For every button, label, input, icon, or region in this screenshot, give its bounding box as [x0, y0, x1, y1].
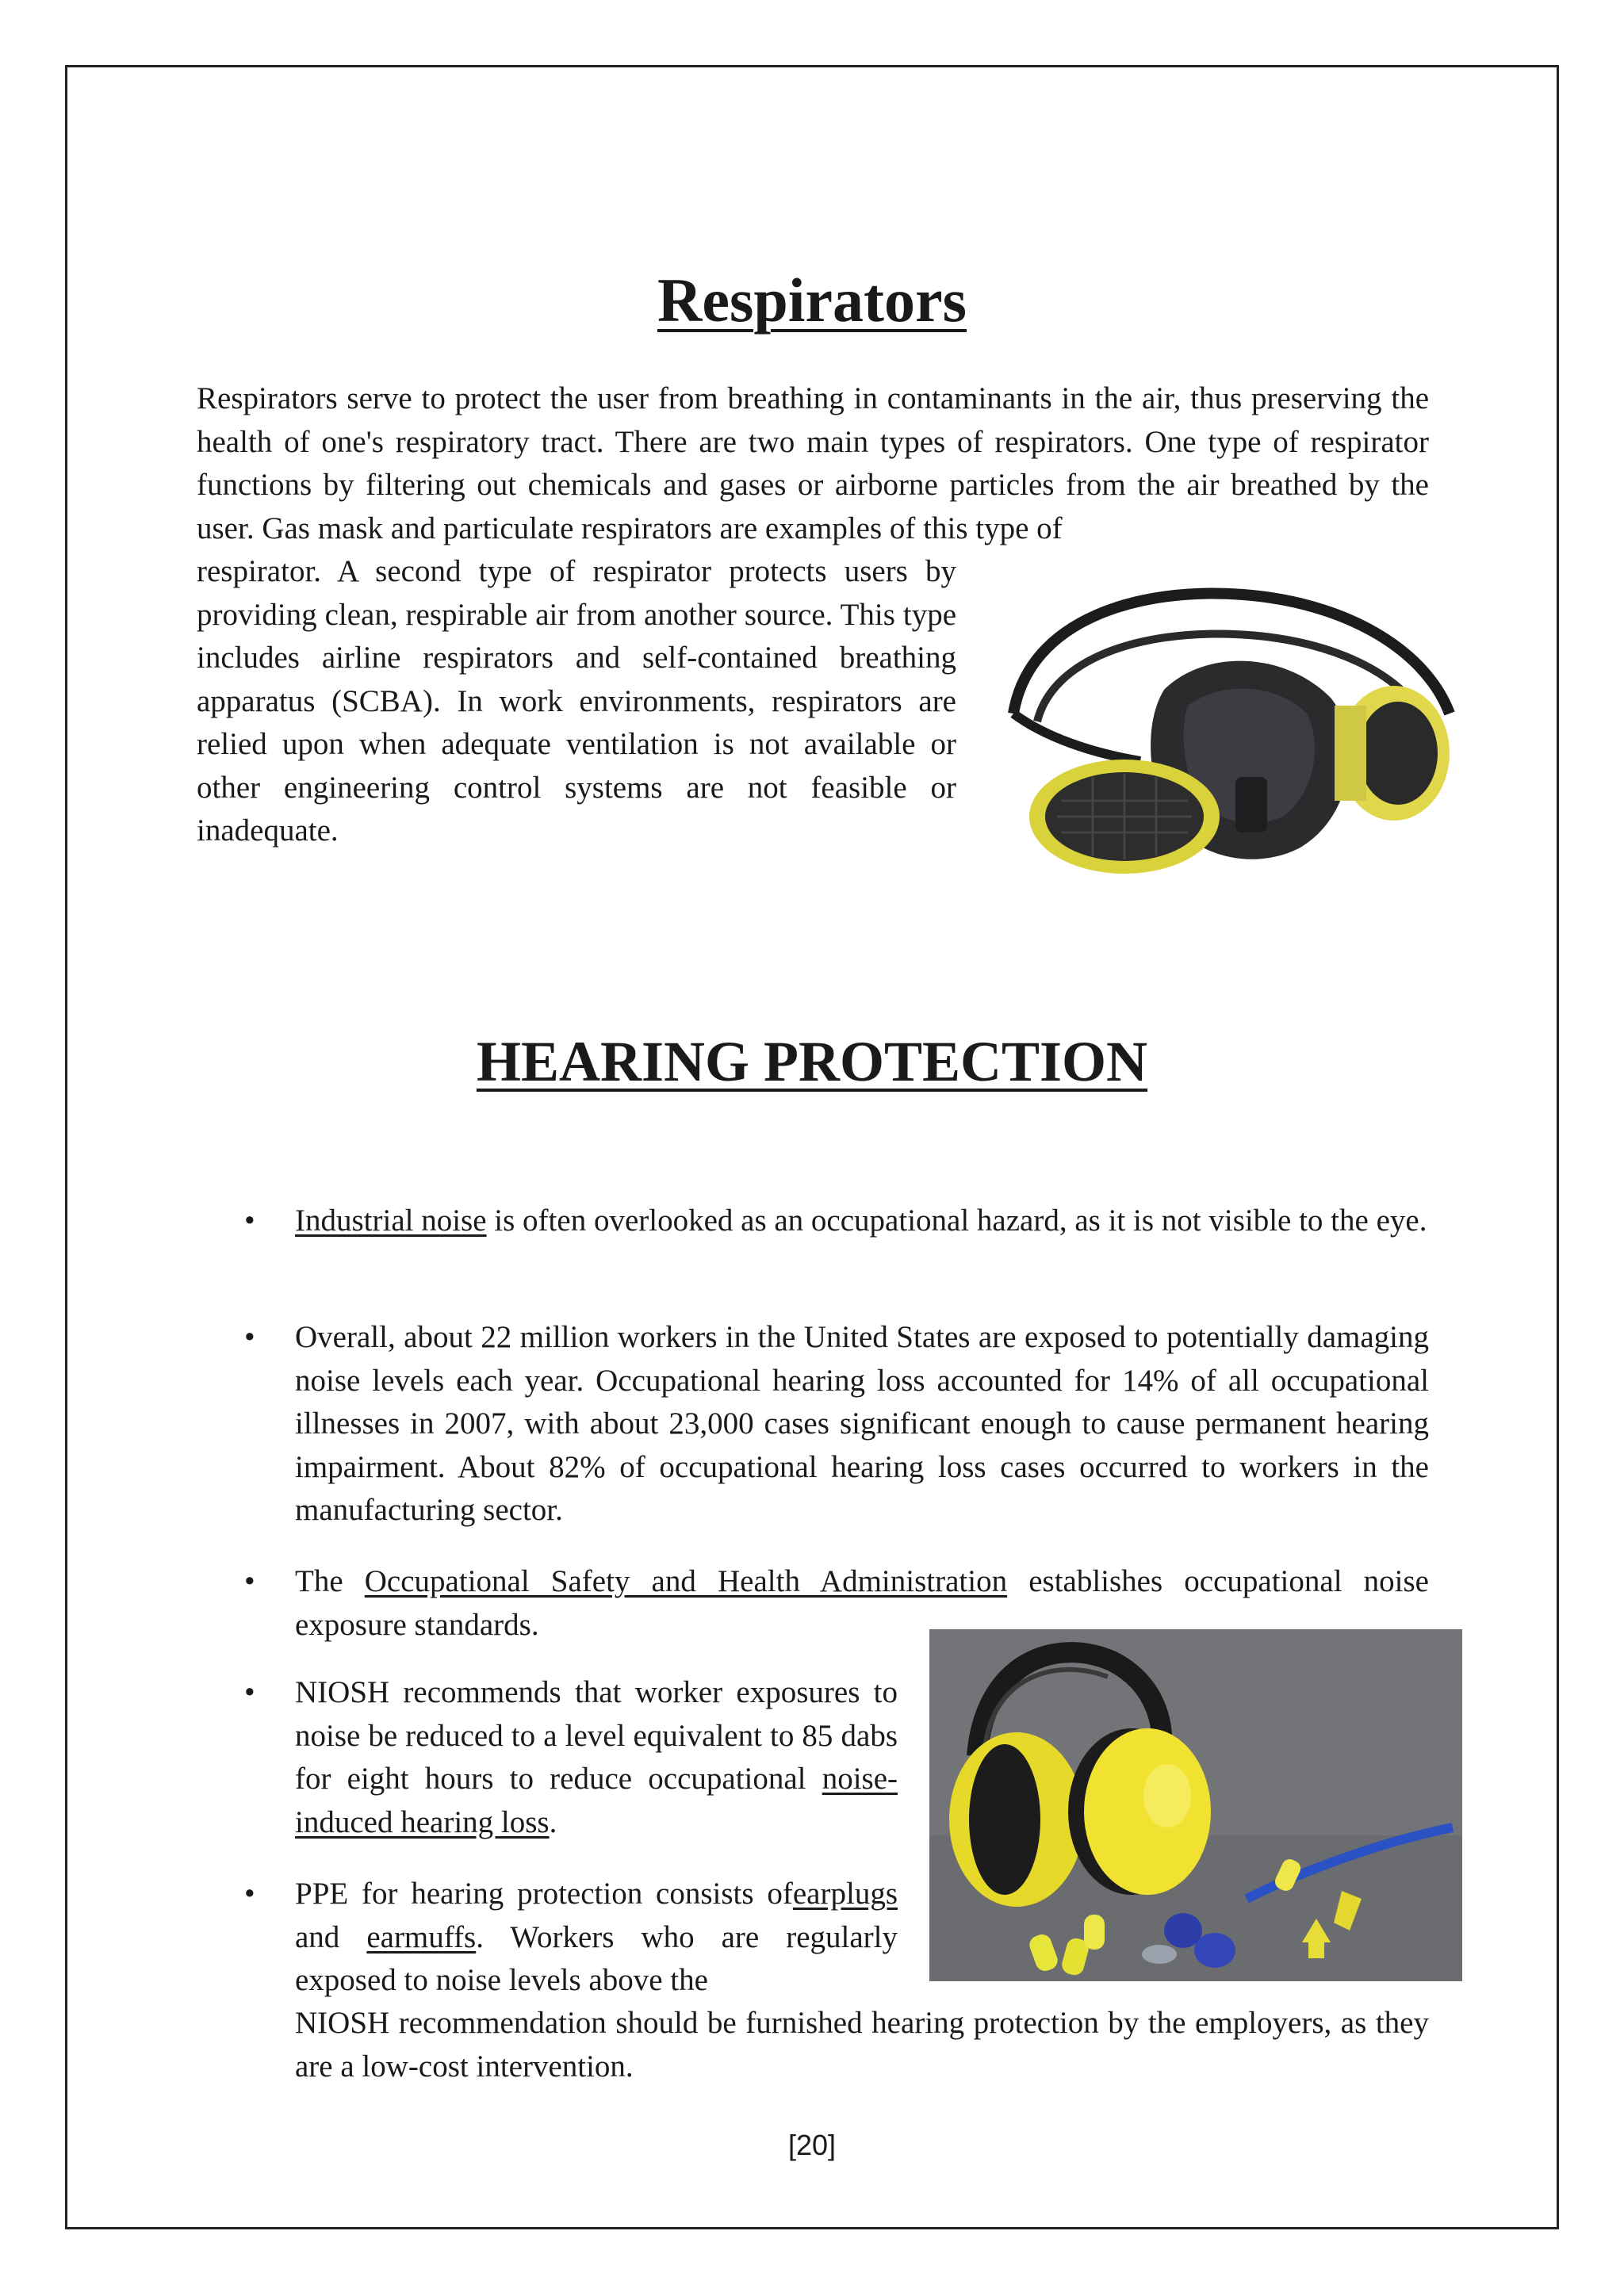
bullet-5-marker: •	[244, 1877, 255, 1911]
earmuffs-and-earplugs-photo-icon	[929, 1629, 1462, 1981]
bullet-5-text-wrapped: PPE for hearing protection consists ofearplugs and earmuffs. Workers who are regularly exposed to noise levels above the	[295, 1877, 898, 1997]
page-number: [20]	[787, 2129, 837, 2161]
osha-link[interactable]: Occupational Safety and Health Administration	[364, 1564, 1008, 1598]
respirators-paragraph-types: respirator. A second type of respirator protects users by providing clean, respirable air from another source. This type includes airline respirators and self-contained breathing apparatus (SCBA). In work environments, respirators are relied upon when adequate ventilation is not available or other engineering control systems are not feasible or inadequate.	[197, 554, 956, 848]
bullet-1-marker: •	[244, 1203, 255, 1238]
respirators-heading: Respirators	[657, 266, 967, 335]
bullet-2-marker: •	[244, 1320, 255, 1354]
respirators-paragraph-intro: Respirators serve to protect the user from breathing in contaminants in the air, thus preserving the health of one's respiratory tract. There are two main types of respirators. One type of respirator functions by filtering out chemicals and gases or airborne particles from the air breathed by the user. Gas mask and particulate respirators are examples of this type of	[197, 381, 1429, 545]
half-face-respirator-photo-icon	[982, 555, 1473, 904]
bullet-4-marker: •	[244, 1675, 255, 1709]
bullet-3-text: The Occupational Safety and Health Administration establishes occupational noise exposure standards.	[295, 1564, 1429, 1642]
noise-induced-hearing-loss-link[interactable]: noise-induced hearing loss	[295, 1762, 898, 1839]
bullet-3-marker: •	[244, 1564, 255, 1598]
bullet-5-text-continued: NIOSH recommendation should be furnished hearing protection by the employers, as they are a low-cost intervention.	[295, 2006, 1429, 2084]
industrial-noise-link[interactable]: Industrial noise	[295, 1203, 487, 1238]
earmuffs-link[interactable]: earmuffs	[366, 1919, 477, 1954]
hearing-protection-image	[929, 1629, 1462, 1981]
bullet-4-text: NIOSH recommends that worker exposures to noise be reduced to a level equivalent to 85 dabs for eight hours to reduce occupational noise-induced hearing loss.	[295, 1675, 898, 1839]
bullet-2-text: Overall, about 22 million workers in the United States are exposed to potentially damaging noise levels each year. Occupational hearing loss accounted for 14% of all occupational illnesses in 2007, with about 23,000 cases significant enough to cause permanent hearing impairment. About 82% of occupational hearing loss cases occurred to workers in the manufacturing sector.	[295, 1320, 1429, 1527]
respirator-image	[982, 555, 1473, 904]
bullet-1-text: Industrial noise is often overlooked as an occupational hazard, as it is not visible to the eye.	[295, 1203, 1427, 1238]
earplugs-link[interactable]: earplugs	[792, 1877, 898, 1911]
hearing-protection-heading: HEARING PROTECTION	[476, 1030, 1148, 1093]
